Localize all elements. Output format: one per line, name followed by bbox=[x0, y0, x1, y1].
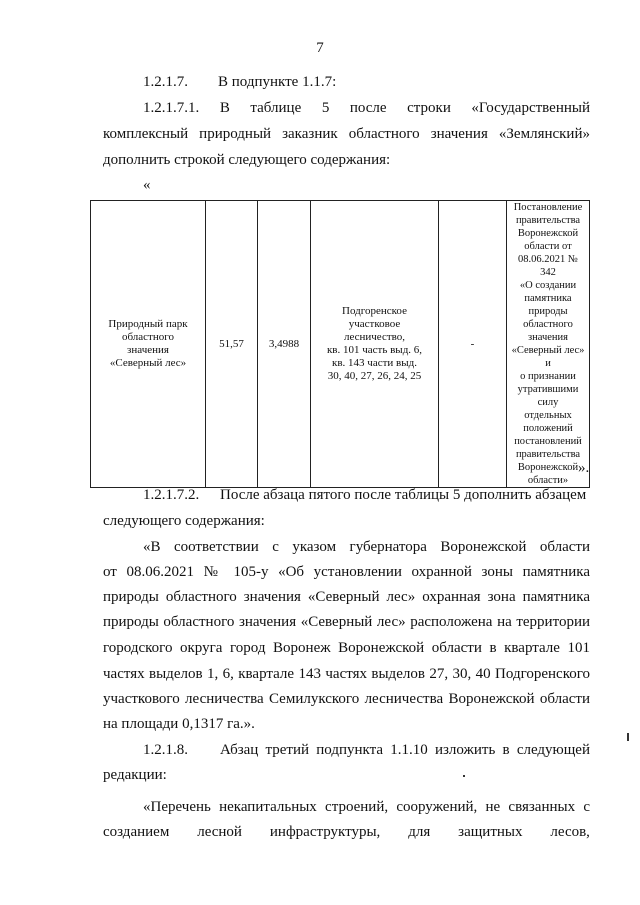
closing-quote: ». bbox=[578, 460, 590, 476]
scan-speck bbox=[463, 775, 465, 777]
paragraph-last-line bbox=[103, 823, 590, 841]
paragraph-line: природы областного значения «Северный лес» расположена на территории bbox=[103, 614, 590, 630]
word: строки bbox=[407, 100, 451, 116]
paragraph-line: «Перечень некапитальных строений, сооружений, не связанных с bbox=[143, 799, 590, 815]
paragraph-1-2-1-8-line-1 bbox=[143, 741, 590, 759]
page-number: 7 bbox=[316, 40, 324, 56]
paragraph-line: «В соответствии с указом губернатора Воронежской области bbox=[143, 539, 590, 555]
scan-speck bbox=[627, 733, 629, 741]
clause-number: 1.2.1.7.2. bbox=[143, 487, 200, 503]
paragraph-1-2-1-7-2-line-1 bbox=[143, 486, 590, 504]
paragraph-line: участкового лесничества Семилукского лесничества Воронежской области bbox=[103, 691, 590, 707]
table-cell-name: Природный парк областного значения «Северный лес» bbox=[91, 201, 206, 488]
table-cell-location: Подгоренское участковое лесничество, кв. 101 часть выд. 6, кв. 143 части выд. 30, 40, 27, 26, 24, 25 bbox=[311, 201, 439, 488]
paragraph-line: природы областного значения «Северный лес» охранная зона памятника bbox=[103, 589, 590, 605]
word: инфраструктуры, bbox=[269, 824, 381, 840]
paragraph-line: частях выделов 1, 6, квартале 143 частях выделов 27, 30, 40 Подгоренского bbox=[103, 666, 590, 682]
table-cell-dash: - bbox=[439, 201, 507, 488]
paragraph-line: комплексный природный заказник областного значения «Землянский» bbox=[103, 126, 590, 142]
word: В bbox=[219, 100, 230, 116]
table-cell-area-2: 3,4988 bbox=[258, 201, 311, 488]
paragraph-line: на площади 0,1317 га.». bbox=[103, 716, 255, 732]
word: после bbox=[349, 100, 387, 116]
paragraph-line: дополнить строкой следующего содержания: bbox=[103, 152, 391, 168]
paragraph-1-2-1-7-1-line-1 bbox=[143, 99, 590, 117]
table-row bbox=[91, 201, 590, 488]
word: защитных bbox=[458, 824, 523, 840]
clause-number: 1.2.1.7.1. bbox=[143, 100, 200, 116]
word: для bbox=[408, 824, 431, 840]
word: лесной bbox=[197, 824, 242, 840]
clause-number: 1.2.1.7. bbox=[143, 74, 188, 90]
opening-quote: « bbox=[143, 177, 151, 193]
paragraph-line: следующего содержания: bbox=[103, 513, 265, 529]
word: «Государственный bbox=[471, 100, 590, 116]
word: таблице bbox=[250, 100, 302, 116]
paragraph-1-2-1-7 bbox=[143, 73, 590, 91]
paragraph-line: редакции: bbox=[103, 767, 167, 783]
clause-number: 1.2.1.8. bbox=[143, 742, 188, 758]
word: созданием bbox=[103, 824, 170, 840]
paragraph-line: от 08.06.2021 № 105-у «Об установлении охранной зоны памятника bbox=[103, 564, 590, 580]
table-cell-document: Постановление правительства Воронежской области от 08.06.2021 № 342 «О создании памятника природы областного значения «Северный лес» и о признании утратившими силу отдельных положений постановлений правительства Воронежской области» bbox=[507, 201, 590, 488]
table-cell-area: 51,57 bbox=[206, 201, 258, 488]
clause-text: Абзац третий подпункта 1.1.10 изложить в следующей bbox=[220, 742, 590, 758]
paragraph-line: городского округа город Воронеж Воронежской области в квартале 101 bbox=[103, 640, 590, 656]
clause-text: После абзаца пятого после таблицы 5 дополнить абзацем bbox=[220, 487, 587, 503]
word: 5 bbox=[321, 100, 330, 116]
word: лесов, bbox=[550, 824, 590, 840]
inserted-table bbox=[90, 200, 590, 488]
clause-text: В подпункте 1.1.7: bbox=[218, 74, 337, 90]
